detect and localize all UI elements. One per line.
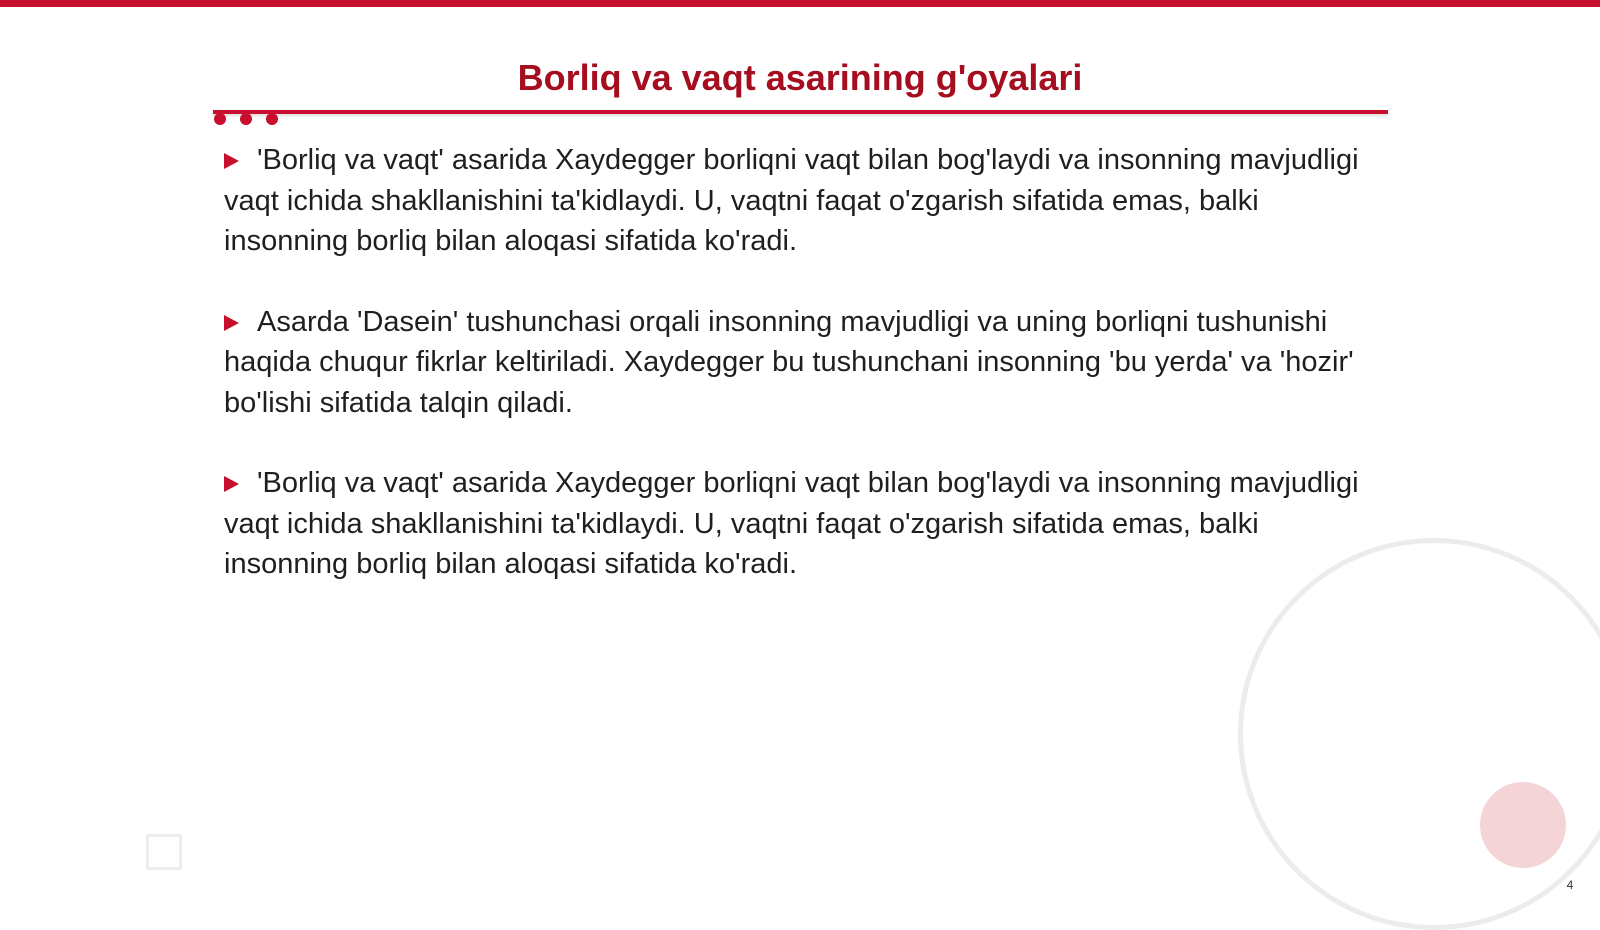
bullet-text: Asarda 'Dasein' tushunchasi orqali insonning mavjudligi va uning borliqni tushunishi haqida chuqur fikrlar keltiriladi. Xaydegger bu tushunchani insonning 'bu yerda' va 'hozir' bo'lishi sifatida talqin qiladi. — [224, 305, 1354, 419]
decorative-circle — [1480, 782, 1566, 868]
decorative-dot — [214, 113, 226, 125]
decorative-square — [146, 834, 182, 870]
top-accent-bar — [0, 0, 1600, 7]
bullet-item — [224, 463, 1364, 585]
page-number: 4 — [1566, 878, 1574, 892]
decorative-dot — [266, 113, 278, 125]
decorative-dot — [240, 113, 252, 125]
slide-title: Borliq va vaqt asarining g'oyalari — [517, 57, 1083, 98]
bullet-item — [224, 302, 1364, 424]
bullet-list — [224, 140, 1364, 625]
triangle-right-icon — [224, 315, 239, 331]
triangle-right-icon — [224, 476, 239, 492]
title-underline — [213, 110, 1388, 114]
decorative-ring — [1238, 538, 1600, 930]
bullet-text: 'Borliq va vaqt' asarida Xaydegger borliqni vaqt bilan bog'laydi va insonning mavjudligi vaqt ichida shakllanishini ta'kidlaydi. U, vaqtni faqat o'zgarish sifatida emas, balki insonning borliq bilan aloqasi sifatida ko'radi. — [224, 144, 1359, 257]
bullet-text: 'Borliq va vaqt' asarida Xaydegger borliqni vaqt bilan bog'laydi va insonning mavjudligi vaqt ichida shakllanishini ta'kidlaydi. U, vaqtni faqat o'zgarish sifatida emas, balki insonning borliq bilan aloqasi sifatida ko'radi. — [224, 467, 1359, 580]
triangle-right-icon — [224, 153, 239, 169]
bullet-item — [224, 140, 1364, 262]
